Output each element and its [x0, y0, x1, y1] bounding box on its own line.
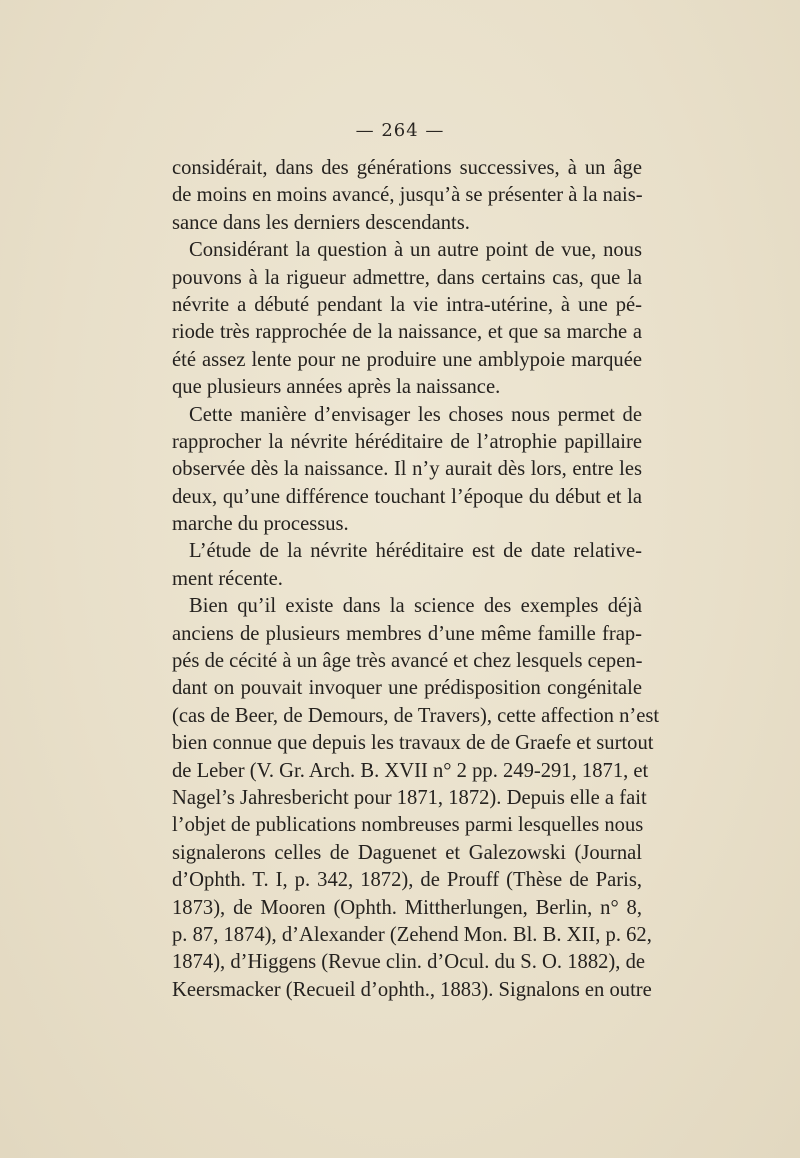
text-line: bien connue que depuis les travaux de de Graefe et surtout [172, 732, 654, 755]
text-line: ment récente. [172, 567, 283, 590]
text-line: observée dès la naissance. Il n’y aurait dès lors, entre les [172, 458, 642, 481]
text-line: signalerons celles de Daguenet et Galezowski (Journal [172, 841, 642, 864]
text-line: considérait, dans des générations successives, à un âge [172, 157, 642, 179]
text-line: de Leber (V. Gr. Arch. B. XVII n° 2 pp. 249-291, 1871, et [172, 759, 649, 782]
text-line: deux, qu’une différence touchant l’époque du début et la [172, 485, 642, 508]
text-line: été assez lente pour ne produire une amblypoie marquée [172, 348, 642, 371]
text-line: pouvons à la rigueur admettre, dans certains cas, que la [172, 266, 642, 289]
text-line: anciens de plusieurs membres d’une même famille frap- [172, 622, 642, 645]
text-line: Nagel’s Jahresbericht pour 1871, 1872). Depuis elle a fait [172, 786, 647, 809]
text-line: marche du processus. [172, 513, 349, 536]
text-line: Cette manière d’envisager les choses nous permet de [189, 403, 642, 426]
text-line: 1874), d’Higgens (Revue clin. d’Ocul. du S. O. 1882), de [172, 951, 646, 974]
page-number: — 264 — [355, 120, 445, 141]
text-line: 1873), de Mooren (Ophth. Mittherlungen, Berlin, n° 8, [172, 896, 642, 919]
text-line: rapprocher la névrite héréditaire de l’atrophie papillaire [172, 430, 642, 453]
text-line: p. 87, 1874), d’Alexander (Zehend Mon. Bl. B. XII, p. 62, [172, 923, 652, 946]
text-line: riode très rapprochée de la naissance, et que sa marche a [172, 321, 642, 344]
body-text [172, 155, 660, 1004]
text-line: Keersmacker (Recueil d’ophth., 1883). Signalons en outre [172, 978, 652, 1001]
text-line: de moins en moins avancé, jusqu’à se présenter à la nais- [172, 184, 643, 207]
text-line: Bien qu’il existe dans la science des exemples déjà [189, 595, 642, 618]
text-line: pés de cécité à un âge très avancé et chez lesquels cepen- [172, 650, 643, 673]
text-line: sance dans les derniers descendants. [172, 211, 470, 234]
text-line: dant on pouvait invoquer une prédisposition congénitale [172, 677, 642, 700]
text-line: l’objet de publications nombreuses parmi lesquelles nous [172, 814, 644, 837]
text-line: névrite a débuté pendant la vie intra-utérine, à une pé- [172, 293, 642, 316]
text-line: que plusieurs années après la naissance. [172, 376, 501, 399]
text-line: d’Ophth. T. I, p. 342, 1872), de Prouff (Thèse de Paris, [172, 869, 642, 892]
text-line: Considérant la question à un autre point de vue, nous [189, 239, 642, 262]
text-line: L’étude de la névrite héréditaire est de date relative- [189, 540, 642, 563]
text-line: (cas de Beer, de Demours, de Travers), cette affection n’est [172, 704, 660, 727]
